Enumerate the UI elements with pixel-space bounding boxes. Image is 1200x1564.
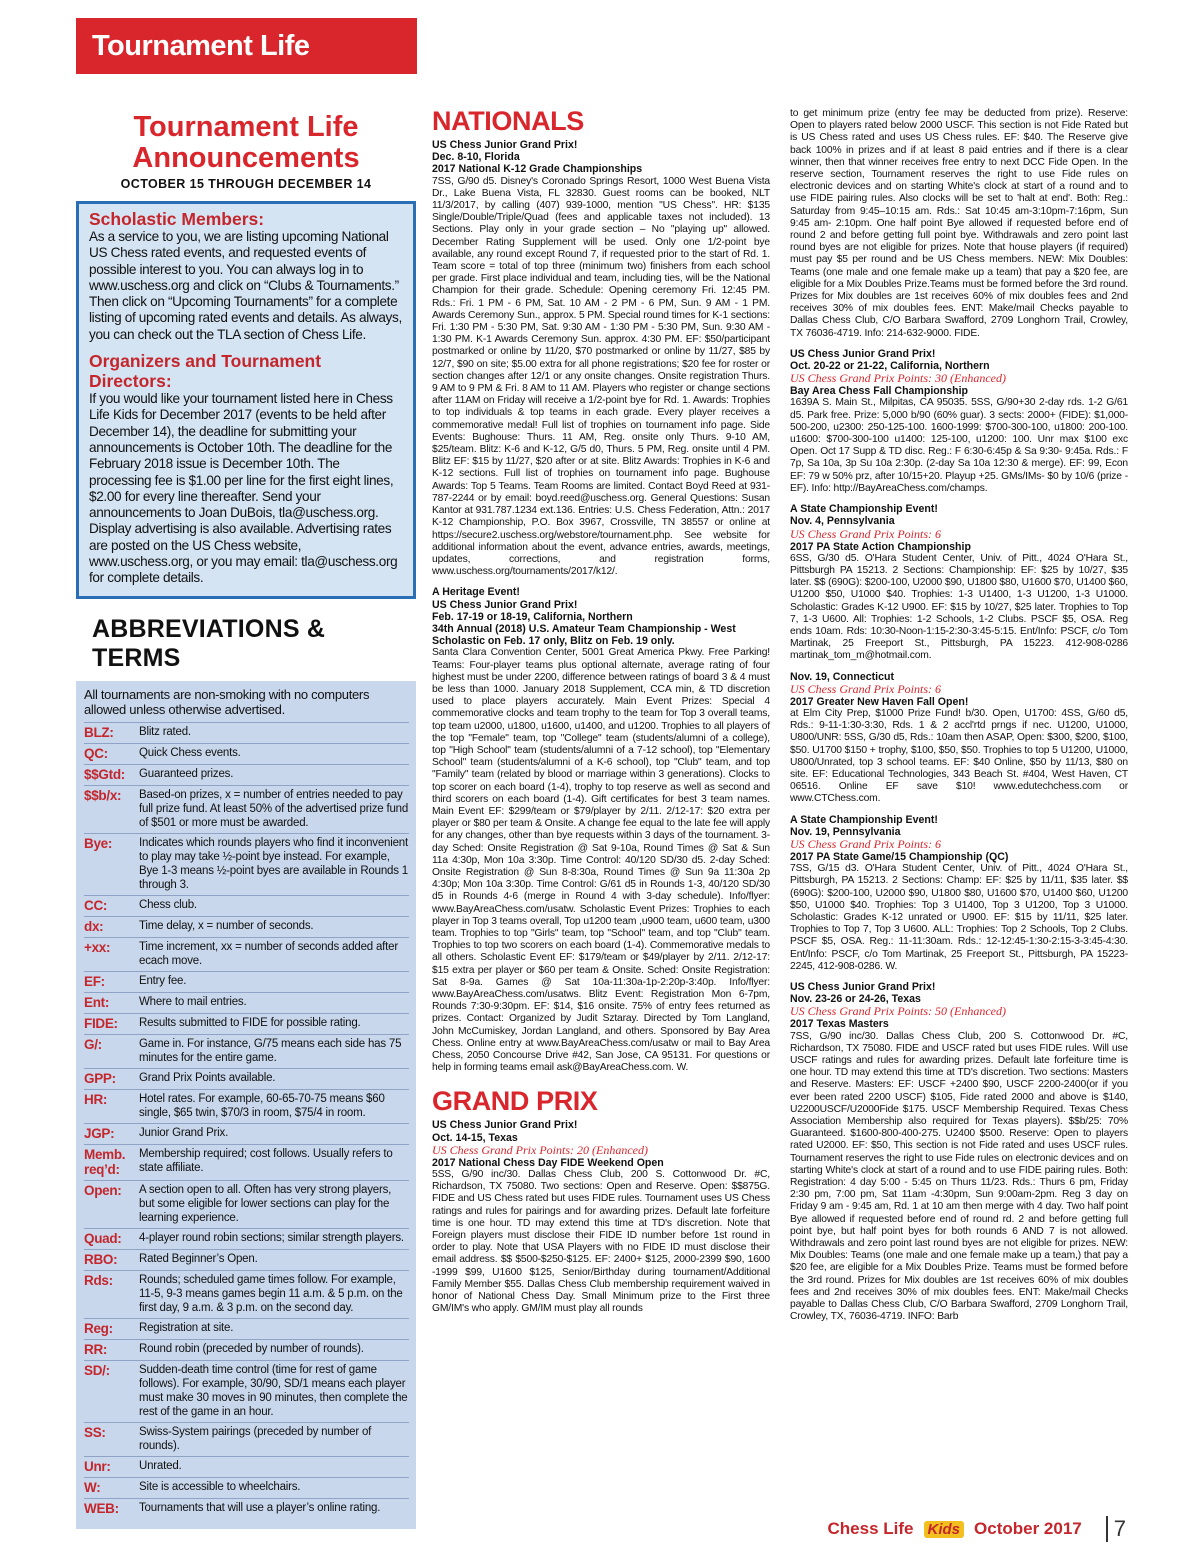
abbreviation-definition: Site is accessible to wheelchairs. [139, 1480, 301, 1493]
continued-text: to get minimum prize (entry fee may be deducted from prize). Reserve: Open to players rated below 2000 USCF. This section is not Fide Rated but is US Chess rated and uses US Chess rules. EF: $40. The Reserve give back 100% in prizes and if at least 8 paid entries and if there is a clear winner, then that winner receives free entry to next DCC Fide Open. In the reserve section, Tournament reserves the right to use Fide rules on electronic devices and on starting White's clock at start of a round and to use FIDE pairing rules. Also clocks will be set to 'halt at end'. Both: Reg.: Saturday from 9:45–10:15 am. Rds.: Sat 10:45 am-3:10pm-7:16pm, Sun 9:45 am- 2:10pm. One half point Bye allowed if requested before end of round 2 and before getting full point bye. Withdrawals and zero point last round byes are not eligible for prizes. Note that house players (if required) must pay $5 per round and be US Chess members. NEW: Mix Doubles: Teams (one male and one female make up a team) that pay a $20 fee, are eligible for a Mix Doubles Prize.Teams must be formed before the 3rd round. Prizes for Mix doubles are 1st receives 60% of mix doubles fees and 2nd receives 30% of mix doubles fees. ENT: Make/mail Checks payable to Dallas Chess Club, C/O Barbara Swafford, 2709 Longhorn Trail, Crowley, TX 76036-4719. Info: 214-632-9000. FIDE. [790, 108, 1128, 339]
abbreviation-definition: Round robin (preceded by number of rounds). [139, 1342, 364, 1355]
abbreviation-definition: Time increment, xx = number of seconds added after ecach move. [139, 940, 398, 967]
event-listing [790, 814, 1128, 973]
abbreviation-term: FIDE: [84, 1015, 118, 1031]
abbreviation-term: Rds: [84, 1272, 113, 1288]
event-header-line: Dec. 8-10, Florida [432, 151, 520, 164]
abbreviation-definition: Where to mail entries. [139, 995, 247, 1008]
event-listing [790, 981, 1128, 1323]
event-header-line: 2017 National K-12 Grade Championships [432, 163, 643, 176]
event-header-line: US Chess Junior Grand Prix! [790, 981, 936, 993]
page-footer [828, 1516, 1126, 1542]
abbreviation-term: G/: [84, 1036, 102, 1052]
abbreviation-term: Ent: [84, 994, 110, 1010]
abbreviation-definition: Chess club. [139, 898, 197, 911]
event-header-line: Nov. 4, Pennsylvania [790, 515, 895, 528]
abbreviation-term: Memb. req’d: [84, 1146, 126, 1177]
abbreviation-term: Bye: [84, 835, 113, 851]
abbreviation-term: HR: [84, 1091, 108, 1107]
abbreviation-row [84, 916, 409, 937]
event-title: 2017 PA State Action Championship [790, 540, 971, 553]
abbreviation-term: GPP: [84, 1070, 116, 1086]
event-title: 2017 National Chess Day FIDE Weekend Open [432, 1156, 664, 1169]
abbreviation-term: CC: [84, 897, 108, 913]
abbreviation-term: +xx: [84, 939, 111, 955]
abbreviation-definition: Grand Prix Points available. [139, 1071, 276, 1084]
abbreviation-definition: Registration at site. [139, 1321, 234, 1334]
abbreviation-term: $$Gtd: [84, 766, 125, 782]
event-header-line: US Chess Junior Grand Prix! [790, 347, 936, 360]
kids-badge: Kids [924, 1521, 965, 1538]
event-details: 7SS, G/90 d5. Disney's Coronado Springs Resort, 1000 West Buena Vista Dr., Lake Buena Vista, FL 32830. Guest rooms can be booked, NLT 11/3/2017, by calling (407) 939-1000, mention "US Chess". HR: $135 Single/Double/Triple/Quad (fees and applicable taxes not included). 13 Sections. Play only in your grade section – No "playing up" allowed. December Rating Supplement will be used. Only one 1/2-point bye available, any round except Round 7, if requested prior to the start of Rd. 1. Team score = total of top three (minimum two) finishers from each school per grade. First place individual and team, including ties, will be the National Champion for their grade. Schedule: Opening ceremony Fri. 12:45 PM. Rds.: Fri. 1 PM - 6 PM, Sat. 10 AM - 2 PM - 6 PM, Sun. 9 AM - 1 PM. Awards Ceremony Sun., approx. 5 PM. Special round times for K-1 sections: Fri. 1:30 PM - 5:30 PM, Sat. 9:30 AM - 1:30 PM - 5:30 PM, Sun. 9:30 AM - 1:30 PM. K-1 Awards Ceremony Sun. approx. 4:30 PM. EF: $50/participant postmarked or online by 11/20, $70 postmarked or online by 11/27, $85 by 12/7, $90 on site; $5.00 extra for all phone registrations; $20 fee for roster or section changes after 12/1 or any onsite changes. Onsite registration Thurs. 9 AM to 9 PM & Fri. 8 AM to 11 AM. Players who register or change sections after 11AM on Friday will receive a 1/2-point bye for Rd. 1. Awards: Trophies to top individuals & top teams in each grade. Every player receives a commemorative medal! Full list of trophies on tournament info page. Side Events: Bughouse: Thurs. 11 AM, Reg. onsite only Thurs. 9-10 AM, $25/team. Blitz: K-6 and K-12, G/5 d0, Thurs. 5 PM, Reg. onsite until 4 PM. Blitz EF: $15 by 11/27, $20 after or at site. Blitz Awards: Trophies in K-6 and K-12 sections. Full list of trophies on tournament info page. Bughouse Awards: Top 5 Teams. Team Rooms are limited. Contact Boyd Reed at 931-787-2244 or by email: boyd.reed@uschess.org. General Questions: Susan Kantor at 931.787.1234 ext.136. Entries: U.S. Chess Federation, Attn.: 2017 K-12 Championship, P.O. Box 3967, Crossville, TN 38557 or online at https://secure2.uschess.org/webstore/tournament.php. See website for additional information about the event, advance entries, awards, meetings, updates, corrections, and registration forms, www.uschess.org/tournaments/2017/k12/. [432, 175, 770, 578]
abbreviation-row [84, 722, 409, 743]
event-details: 7SS, G/15 d3. O'Hara Student Center, Univ. of Pitt., 4024 O'Hara St., Pittsburgh, PA 15213. 2 Sections: Champ: EF: $25 by 11/11, $35 later. $$ (690G): $200-100, U2000 $90, U1800 $80, U1600 $70, U1400 $60, U1200 $50, U1000 $40. Trophies: Top 3 U1400, Top 3 U1200, Top 3 U1000. Scholastic: Grades K-12 unrated or U900. EF: $15 by 11/11, $25 later. Trophies to Top 7, Top 3 U600. ALL: Trophies: Top 2 Schools, Top 2 Clubs. PSCF $5, OSA. Reg.: 11-11:30am. Rds.: 12-12:45-1:30-2:15-3-3:45-4:30. Ent/Info: PSCF, c/o Tom Martinak, 25 Freeport St., Pittsburgh, PA 15223-2245, 412-908-0286. W. [790, 863, 1128, 972]
abbreviation-row [84, 1144, 409, 1180]
abbreviation-row [84, 1249, 409, 1270]
abbreviation-term: QC: [84, 745, 108, 761]
abbreviation-term: Quad: [84, 1230, 122, 1246]
abbreviation-definition: Entry fee. [139, 974, 187, 987]
right-event-list [790, 348, 1128, 1324]
abbreviation-term: RR: [84, 1341, 108, 1357]
abbreviation-definition: Results submitted to FIDE for possible rating. [139, 1016, 361, 1029]
event-header-line: Nov. 19, Pennsylvania [790, 825, 901, 838]
abbreviation-row [84, 1068, 409, 1089]
event-header-line: A Heritage Event! [432, 586, 520, 599]
event-header-line: A State Championship Event! [790, 813, 938, 826]
abbreviation-row [84, 743, 409, 764]
abbreviation-row [84, 1318, 409, 1339]
event-listing [432, 139, 770, 578]
abbreviation-row [84, 1270, 409, 1318]
abbreviation-row [84, 1339, 409, 1360]
event-title: 2017 Texas Masters [790, 1018, 889, 1031]
abbreviation-row [84, 1422, 409, 1456]
nationals-list [432, 139, 770, 1074]
event-listing [790, 503, 1128, 662]
event-details: 6SS, G/30 d5. O'Hara Student Center, Univ. of Pitt., 4024 O'Hara St., Pittsburgh PA 15213. 2 Sections: Championship: EF: $25 by 10/27, $35 later. $$ (690G): $200-100, U2000 $90, U1800 $80, U1600 $70, U1400 $60, U1200 $50, U1000 $40. Trophies: 1-3 U1400, 1-3 U1200, 1-3 U1000. Scholastic: Grades K-12 U900. EF: $15 by 10/27, $25 later. Trophies to Top 7, 1-3 U600. All: Trophies: 1-2 Schools, 1-2 Clubs. PSCF $5, OSA. Reg ends 10am. Rds: 10:30-Noon-1:15-2:30-3:45-5:15. Ent/Info: PSCF, c/o Tom Martinak, 25 Freeport St., Pittsburgh, PA 15223. 412-908-0286 martinak_tom_m@hotmail.com. [790, 552, 1128, 662]
abbreviations-title: ABBREVIATIONS & TERMS [92, 614, 326, 672]
announcements-title: Tournament Life Announcements [132, 111, 360, 174]
organizers-heading: Organizers and Tournament Directors: [89, 351, 322, 392]
abbreviation-term: Unr: [84, 1458, 111, 1474]
abbreviation-definition: Time delay, x = number of seconds. [139, 919, 314, 932]
abbreviation-term: JGP: [84, 1125, 115, 1141]
abbreviation-definition: Swiss-System pairings (preceded by number of rounds). [139, 1425, 372, 1452]
event-header-line: Nov. 19, Connecticut [790, 670, 894, 683]
grand-prix-points: US Chess Grand Prix Points: 30 (Enhanced) [790, 371, 1006, 386]
abbreviation-term: BLZ: [84, 724, 114, 740]
abbreviation-row [84, 1123, 409, 1144]
event-details: 7SS, G/90 inc/30. Dallas Chess Club, 200 S. Cottonwood Dr. #C, Richardson, TX 75080. FIDE and USCF rated but uses FIDE rules. Will use USCF ratings and rules for awarding prizes. Default late forfeiture time is one hour. TD may extend this time at TD's discretion. Two sections: Masters and Reserve. Masters: EF: USCF +2400 $90, USCF 2200-2400(or if you ever been rated 2200 USCF) $105, Fide rated 2000 and above is $140, U2200USCF/U2000Fide $175. USCF Membership Required. Texas Chess Association Membership also required for Texas players). $$b/25: 70% Guaranteed. $1600-800-400-275. U2400 $500. Reserve: Open to players rated U2000. EF: $50, This section is not Fide rated and uses USCF rules. Tournament reserves the right to use Fide rules on electronic devices and on starting White's clock at start of a round and to use FIDE pairing rules. Both: Registration: 4 day 5:00 - 5:45 on Thurs 11/23. Rds.: Thurs 6 pm, Friday 2:30 pm, 7:00 pm, Sat 11am -4:30pm, Sun 9:00am-2pm. Reg 3 day on Friday 9 am - 9:45 am, Rd. 1 at 10 am then merge with 4 day. Two half point Bye allowed if requested before end of round rd. 2 and before getting full point bye, but half point byes for both rounds 6 AND 7 is not allowed. Withdrawals and zero point last round byes are not eligible for prizes. NEW: Mix Doubles: Teams (one male and one female make up a team,) that pay a $20 fee, are eligible for a Mix Doubles Prize. Teams must be formed before the 3rd round. Prizes for Mix doubles are 1st receives 60% of mix doubles fees and 2nd receives 30% of mix doubles fees. ENT: Make/mail Checks payable to Dallas Chess Club, C/O Barbara Swafford, 2709 Longhorn Trail, Crowley, TX, 76036-4719. INFO: Barb [790, 1030, 1128, 1323]
event-header-line: US Chess Junior Grand Prix! [432, 139, 578, 151]
abbreviation-definition: Blitz rated. [139, 725, 191, 738]
event-header-line: Oct. 14-15, Texas [432, 1131, 518, 1144]
grand-prix-points: US Chess Grand Prix Points: 20 (Enhanced) [432, 1142, 648, 1157]
event-details: Santa Clara Convention Center, 5001 Great America Pkwy. Free Parking! Teams: Four-player teams plus optional alternate, average rating of four highest must be under 2200, difference between ratings of board 3 & 4 must be less than 1000. January 2018 Supplement, CCA min, & TD discretion used to place players accurately. Main Event Prizes: Special 4 commemorative clocks and team trophy to the team for Top 3 overall teams, top team u2000, u1800, u1600, u1400, and u1200. Trophies to all players of the top "Female" team, top "College" team (students/alumni of a college), top "High School" team (students/alumni of a 7-12 school), top "Elementary School" team (students/alumni of a K-6 school), top "Club" team, and top "Family" team (related by blood or marriage within 3 generations). Clocks to top scorer on each board (1-4), trophy to top reserve as well as second and third scorers on each board (1-4). Gift certificates for best 3 team names. Main Event EF: $299/team or $79/player by 2/11. 2/12-17: $20 extra per player or $80 per team & Onsite. A change fee equal to the late fee will apply for any changes, other than bye requests within 3 days of the tournament. 3-day Sched: Onsite Registration @ Sat 9-10a, Round Times @ Sat & Sun 11a 4:30p, Mon 10a 3:30p. Time Control: 40/120 SD/30 d5. 2-day Sched: Onsite Registration @ Sun 8-8:30a, Round Times @ Sun 9a 11:30a 2p 4:30p; Mon 10a 3:30p. Time Control: G/61 d5 in Rounds 1-3, 40/120 SD/30 d5 in Rounds 4-6 (merge in Round 4 with 3-day schedule). Info/flyer: www.BayAreaChess.com/usatw. Scholastic Event Prizes: Trophies to each player in Top 3 teams overall, Top u1200 team ,u900 team, u600 team, u300 team. Trophies to top "Girls" team, top "School" team, and top "Club" team. Trophies to top two scorers on each board (1-4). Commemorative medals to all others. Scholastic Event EF: $179/team or $49/player by 2/11. 2/12-17: $15 extra per player or $60 per team & Onsite. Sched: Onsite Registration: Sat 8-9a. Games @ Sat 10a-11:30a-1p-2:20p-3:40p. Info/flyer: www.BayAreaChess.com/usatws. Blitz Event: Registration Mon 6-7pm, Rounds 7:30-9:30pm. EF: $14, $16 onsite. 75% of entry fees returned as prizes. Contact: Organized by Judit Sztaray. Directed by Tom Langland, John McCumiskey, Jordan Langland, and others. Sponsored by Bay Area Chess. Online entry at www.BayAreaChess.com/usatw or mail to Bay Area Chess, 2050 Concourse Drive #42, San Jose, CA 95131. For questions or help in forming teams email ask@BayAreaChess.com. W. [432, 647, 770, 1074]
event-listing [790, 348, 1128, 495]
abbreviation-definition: Game in. For instance, G/75 means each side has 75 minutes for the entire game. [139, 1037, 402, 1064]
event-listing [432, 586, 770, 1074]
abbreviation-definition: Guaranteed prizes. [139, 767, 234, 780]
event-title: 2017 Greater New Haven Fall Open! [790, 695, 969, 708]
abbreviation-term: RBO: [84, 1251, 118, 1267]
nationals-heading: NATIONALS [432, 106, 584, 136]
abbreviations-intro: All tournaments are non-smoking with no computers allowed unless otherwise advertised. [84, 686, 370, 718]
abbreviation-definition: Rounds; scheduled game times follow. For example, 11-5, 9-3 means games begin 11 a.m. & 5 p.m. on the first day, 9 a.m. & 3 p.m. on the second day. [139, 1273, 403, 1314]
event-header-line: US Chess Junior Grand Prix! [432, 1119, 578, 1132]
event-title: 2017 PA State Game/15 Championship (QC) [790, 850, 1009, 863]
grand-prix-points: US Chess Grand Prix Points: 6 [790, 836, 941, 851]
issue-date: October 2017 [974, 1519, 1082, 1538]
abbreviation-row [84, 971, 409, 992]
event-header-line: Oct. 20-22 or 21-22, California, Northern [790, 360, 990, 373]
abbreviation-term: SD/: [84, 1362, 110, 1378]
abbreviation-definition: Quick Chess events. [139, 746, 241, 759]
abbreviation-row [84, 785, 409, 833]
abbreviation-row [84, 992, 409, 1013]
abbreviation-definition: Junior Grand Prix. [139, 1126, 229, 1139]
event-header-line: A State Championship Event! [790, 503, 938, 516]
event-title: Bay Area Chess Fall Championship [790, 385, 968, 398]
abbreviation-term: SS: [84, 1424, 106, 1440]
event-listing [790, 671, 1128, 806]
event-details: at Elm City Prep, $1000 Prize Fund! b/30. Open, U1700: 4SS, G/60 d5, Rds.: 9-11-1:30-3:30, Rds. 1 & 2 accl'rtd prngs if nec. U1200, U1000, U800/UNR: 5SS, G/30 d5, Rds.: 10am then ASAP, Open: $300, $200, $100, $50. U1700 $150 + trophy, $100, $50, $50. Trophies to top 5 U1200, U1000, U800/Unrated, top 3 school teams. EF: $40 Online, $50 by 11/13, $80 on site. EF: Educational Technologies, 343 Beach St. #404, West Haven, CT 06516. Online EF save $10! www.edutechchess.com or www.CTChess.com. [790, 707, 1128, 805]
grand-prix-heading: GRAND PRIX [432, 1086, 598, 1117]
abbreviation-term: Reg: [84, 1320, 113, 1336]
event-header-line: 34th Annual (2018) U.S. Amateur Team Championship - West Scholastic on Feb. 17 only, Blitz on Feb. 19 only. [432, 622, 736, 648]
abbreviation-definition: Tournaments that will use a player’s online rating. [139, 1501, 381, 1514]
scholastic-text: As a service to you, we are listing upcoming National US Chess rated events, and requested events of possible interest to you. You can always log in to www.uschess.org and click on “Clubs & Tournaments.” Then click on “Upcoming Tournaments” for a complete listing of upcoming rated events and details. As always, you can check out the TLA section of Chess Life. [89, 229, 402, 342]
abbreviation-definition: Indicates which rounds players who find it inconvenient to play may take ½-point bye instead. For example, Bye 1-3 means ½-point byes are available in Rounds 1 through 3. [139, 836, 408, 891]
abbreviation-term: Open: [84, 1182, 122, 1198]
abbreviation-definition: Based-on prizes, x = number of entries needed to pay full prize fund. At least 50% of the advertised prize fund of $501 or more must be awarded. [139, 788, 409, 829]
abbreviation-row [84, 895, 409, 916]
abbreviation-row [84, 833, 409, 895]
abbreviation-row [84, 1456, 409, 1477]
abbreviations-list [84, 722, 409, 1519]
grand-prix-points: US Chess Grand Prix Points: 6 [790, 526, 941, 541]
grand-prix-points: US Chess Grand Prix Points: 6 [790, 681, 941, 696]
magazine-name: Chess Life [827, 1519, 914, 1538]
section-banner [76, 18, 417, 74]
abbreviation-term: WEB: [84, 1500, 119, 1516]
event-listing [432, 1119, 770, 1315]
abbreviation-row [84, 1498, 409, 1519]
abbreviation-term: EF: [84, 973, 105, 989]
page-number: 7 [1106, 1516, 1126, 1542]
abbreviation-row [84, 1477, 409, 1498]
grand-prix-points: US Chess Grand Prix Points: 50 (Enhanced) [790, 1004, 1006, 1019]
abbreviation-definition: Unrated. [139, 1459, 182, 1472]
left-column [76, 112, 416, 1529]
event-details: 5SS, G/90 inc/30. Dallas Chess Club, 200 S. Cottonwood Dr. #C, Richardson, TX 75080. Two sections: Open and Reserve. Open: $$875G. FIDE and US Chess rated but uses FIDE rules. Tournament uses US Chess ratings and rules for pairings and for awarding prizes. Default late forfeiture time is one hour. TD may extend this time at TD's discretion. Note that Foreign players must disclose their FIDE ID number before 1st round in order to play. Note that USA Players with no FIDE ID must disclose their email address. $$ $500-$250-$125. EF: 2400+ $125, 2000-2399 $90, 1600 -1999 $99, U1600 $125, Senior/Birthday during tournament/Additional Family Member $55. Dallas Chess Club membership requirement waived in honor of National Chess Day. Small Minimum prize to the First three GM/IM's who apply. GM/IM must play all rounds [432, 1169, 770, 1315]
event-header-line: Feb. 17-19 or 18-19, California, Northern [432, 610, 633, 623]
abbreviation-row [84, 1089, 409, 1123]
middle-column [432, 106, 770, 1323]
scholastic-heading: Scholastic Members: [89, 209, 265, 229]
right-column [790, 108, 1128, 1331]
abbreviation-row [84, 1034, 409, 1068]
banner-title: Tournament Life [92, 30, 310, 62]
abbreviation-row [84, 1013, 409, 1034]
abbreviation-row [84, 1180, 409, 1228]
announcements-dates: OCTOBER 15 THROUGH DECEMBER 14 [120, 177, 372, 191]
abbreviation-term: dx: [84, 918, 104, 934]
abbreviations-panel [76, 681, 416, 1529]
abbreviation-row [84, 937, 409, 971]
abbreviation-term: $$b/x: [84, 787, 122, 803]
abbreviation-row [84, 764, 409, 785]
abbreviation-definition: Membership required; cost follows. Usually refers to state affiliate. [139, 1147, 393, 1174]
event-header-line: Nov. 23-26 or 24-26, Texas [790, 993, 921, 1006]
abbreviation-definition: Hotel rates. For example, 60-65-70-75 means $60 single, $65 twin, $70/3 in room, $75/4 in room. [139, 1092, 385, 1119]
abbreviation-row [84, 1360, 409, 1422]
event-header-line: US Chess Junior Grand Prix! [432, 598, 578, 611]
abbreviation-row [84, 1228, 409, 1249]
event-details: 1639A S. Main St., Milpitas, CA 95035. 5SS, G/90+30 2-day rds. 1-2 G/61 d5. Park free. Prize: 5,000 b/90 (60% guar). 3 sects: 2000+ (FIDE): $1,000-500-200, u2300: 250-125-100. 1600-1999: $700-300-100, u1800: 200-100. u1600: $700-300-100 u1400: 125-100, u1200: 100. Unr max $100 exc Open. Oct 17 Supp & TD disc. Reg.: F 6:30-6:45p & Sa 9:30- 9:45a. Rds.: F 7p, Sa 10a, 3p Su 10a 2:30p. (2-day Sa 10a 12:30 & merge). EF: 99, Econ EF: 79 w 50% prz, after 10/15+20. Playup +25. GMs/IMs- $0 by 10/6 (prize - EF). Info: http://BayAreaChess.com/champs. [790, 397, 1128, 494]
abbreviation-definition: Sudden-death time control (time for rest of game follows). For example, 30/90, SD/1 means each player must make 30 moves in 90 minutes, then complete the rest of the game in an hour. [139, 1363, 408, 1418]
abbreviation-definition: 4-player round robin sections; similar strength players. [139, 1231, 404, 1244]
grand-prix-list [432, 1119, 770, 1315]
abbreviation-definition: Rated Beginner’s Open. [139, 1252, 258, 1265]
abbreviation-definition: A section open to all. Often has very strong players, but some eligible for lower sections can play for the learning experience. [139, 1183, 392, 1224]
info-box [76, 201, 416, 599]
organizers-text: If you would like your tournament listed here in Chess Life Kids for December 2017 (events to be held after December 14), the deadline for submitting your announcements is October 10th. The deadline for the February 2018 issue is December 10th. The processing fee is $1.00 per line for the first eight lines, $2.00 for every line thereafter. Send your announcements to Joan DuBois, tla@uschess.org. Display advertising is also available. Advertising rates are posted on the US Chess website, www.uschess.org, or you may email: tla@uschess.org for complete details. [89, 391, 398, 586]
abbreviation-term: W: [84, 1479, 101, 1495]
